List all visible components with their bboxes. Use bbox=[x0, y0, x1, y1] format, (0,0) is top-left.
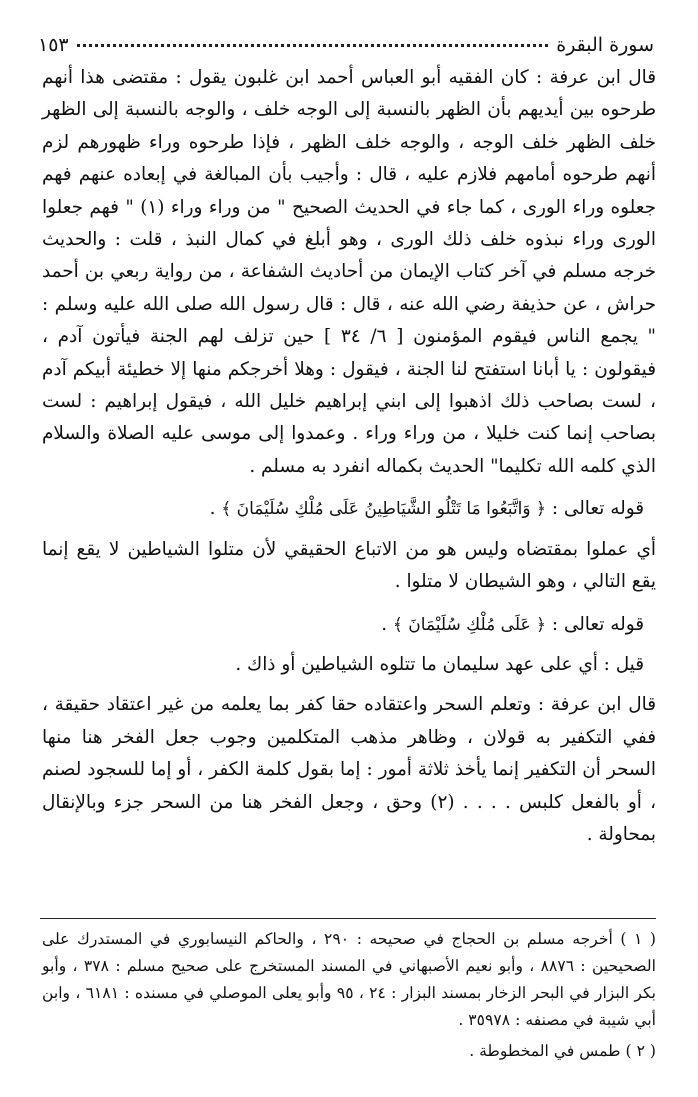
surah-title: سورة البقرة bbox=[556, 34, 654, 56]
page-number: ١٥٣ bbox=[38, 34, 69, 56]
paragraph-verse-1 bbox=[42, 493, 656, 525]
footnote-divider bbox=[40, 918, 656, 919]
footnote-1: ( ١ ) أخرجه مسلم بن الحجاج في صحيحه : ٢٩٠ ، والحاكم النيسابوري في المستدرك على الصحيحين : ٨٨٧٦ ، وأبو نعيم الأصبهاني في المسند المستخرج على صحيح مسلم : ٣٧٨ ، وأبو بكر البزار في البحر الزخار بمسند البزار : ٢٤ ، ٩٥ وأبو يعلى الموصلي في مسنده : ٦١٨١ ، وابن أبي شيبة في مصنفه : ٣٥٩٧٨ . bbox=[42, 930, 656, 1029]
page-header bbox=[38, 30, 654, 60]
verse-end: . bbox=[381, 613, 388, 635]
quran-verse: ﴿ عَلَى مُلْكِ سُلَيْمَانَ ﴾ bbox=[392, 614, 546, 635]
paragraph-qila: قيل : أي على عهد سليمان ما تتلوه الشياطين أو ذاك . bbox=[235, 653, 644, 675]
verse-intro: قوله تعالى : bbox=[551, 613, 644, 635]
footnote-2: ( ٢ ) طمس في المخطوطة . bbox=[469, 1042, 656, 1060]
paragraph-explanation: أي عملوا بمقتضاه وليس هو من الاتباع الحقيقي لأن متلوا الشياطين لا يقع إنما يقع التالي ، وهو الشيطان لا متلوا . bbox=[42, 538, 656, 593]
main-text bbox=[42, 62, 656, 859]
paragraph-ibn-arafa-1: قال ابن عرفة : كان الفقيه أبو العباس أحمد ابن غلبون يقول : مقتضى هذا أنهم طرحوه بين أيديهم بأن الظهر بالنسبة إلى الوجه خلف ، والوجه بالنسبة إلى الظهر خلف الظهر خلف الوجه ، والوجه خلف الظهر ، فإذا طرحوه وراء ظهورهم لزم أنهم طرحوه أمامهم فلازم عليه ، قال : وأجيب بأن المبالغة في إبعاده عنهم فهم جعلوه وراء الورى ، كما جاء في الحديث الصحيح " من وراء وراء (١) " فهم جعلوا الورى وراء نبذوه خلف ذلك الورى ، وهو أبلغ في كمال النبذ ، قلت : والحديث خرجه مسلم في آخر كتاب الإيمان من أحاديث الشفاعة ، من رواية ربعي بن أحمد حراش ، عن حذيفة رضي الله عنه ، قال : قال رسول الله صلى الله عليه وسلم : " يجمع الناس فيقوم المؤمنون [ ٦/ ٣٤ ] حين تزلف لهم الجنة فيأتون آدم ، فيقولون : يا أبانا استفتح لنا الجنة ، فيقول : وهلا أخرجكم منها إلا خطيئة أبيكم آدم ، لست بصاحب ذلك اذهبوا إلى ابني إبراهيم خليل الله ، فيقول إبراهيم : لست بصاحب إنما كنت خليلا ، من وراء وراء . وعمدوا إلى موسى عليه الصلاة والسلام الذي كلمه الله تكليما" الحديث بكماله انفرد به مسلم . bbox=[42, 67, 657, 477]
header-dotted-leader bbox=[77, 44, 549, 47]
footnotes bbox=[42, 926, 656, 1069]
verse-end: . bbox=[209, 498, 216, 520]
verse-intro: قوله تعالى : bbox=[551, 498, 644, 520]
paragraph-verse-2 bbox=[42, 609, 656, 641]
paragraph-ibn-arafa-2: قال ابن عرفة : وتعلم السحر واعتقاده حقا كفر بما يعلمه من غير اعتقاد حقيقة ، ففي التكفير به قولان ، وظاهر مذهب المتكلمين وجوب جعل الفخر هنا منها السحر أن التكفير إنما يأخذ ثلاثة أمور : إما بقول كلمة الكفر ، أو إما للسجود لصنم ، أو بالفعل كلبس . . . . (٢) وحق ، وجعل الفخر هنا من السحر جزء وبالإنقال بمحاولة . bbox=[42, 694, 657, 845]
quran-verse: ﴿ وَاتَّبَعُوا مَا تَتْلُو الشَّيَاطِينُ عَلَى مُلْكِ سُلَيْمَانَ ﴾ bbox=[221, 499, 546, 520]
